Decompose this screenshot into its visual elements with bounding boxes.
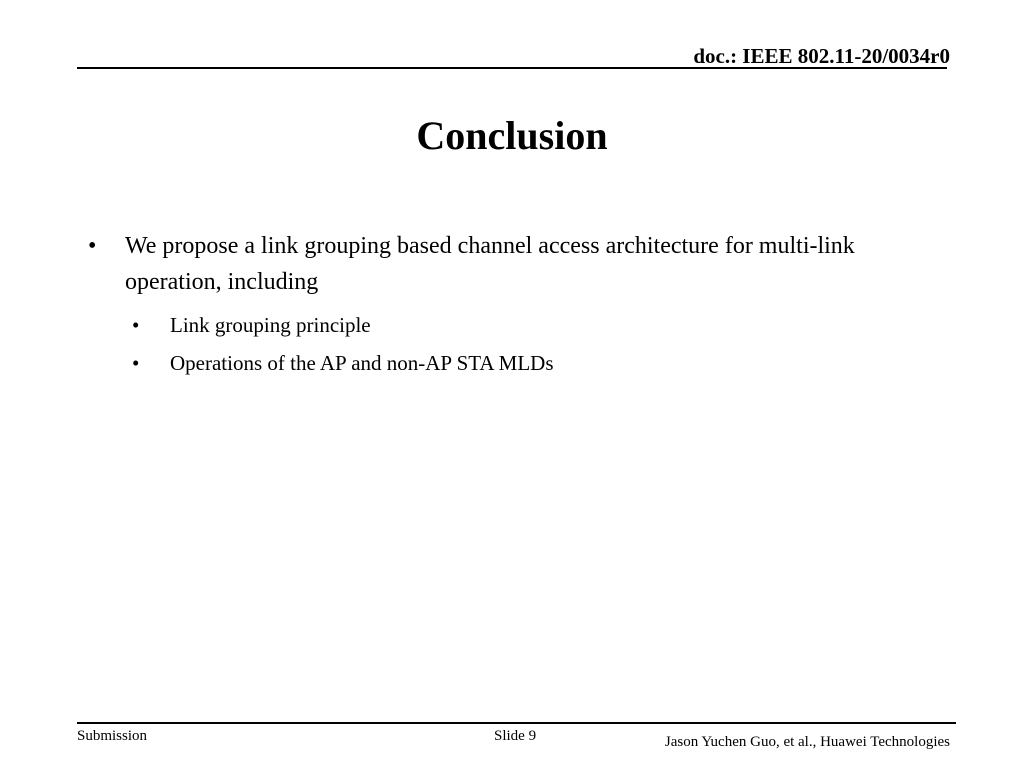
bullet-marker: • bbox=[88, 233, 97, 259]
sub-bullet-marker: • bbox=[132, 351, 140, 375]
footer-divider bbox=[77, 722, 956, 724]
sub-bullet-text: Operations of the AP and non-AP STA MLDs bbox=[170, 351, 554, 375]
footer-submission: Submission bbox=[77, 728, 148, 744]
sub-bullet-marker: • bbox=[132, 313, 140, 337]
document-id: doc.: IEEE 802.11-20/0034r0 bbox=[693, 44, 950, 68]
header-divider bbox=[77, 67, 947, 69]
footer-authors: Jason Yuchen Guo, et al., Huawei Technologies bbox=[664, 734, 950, 750]
slide-title: Conclusion bbox=[416, 113, 608, 158]
slide-content bbox=[88, 228, 908, 382]
sub-bullet-text: Link grouping principle bbox=[170, 313, 371, 337]
footer-slide-number: Slide 9 bbox=[494, 728, 537, 744]
bullet-item bbox=[88, 228, 908, 300]
bullet-text: We propose a link grouping based channel access architecture for multi-link operation, including bbox=[125, 233, 855, 295]
sub-bullet-item bbox=[88, 306, 908, 344]
sub-bullet-item bbox=[88, 344, 908, 382]
sub-bullet-list bbox=[88, 306, 908, 382]
